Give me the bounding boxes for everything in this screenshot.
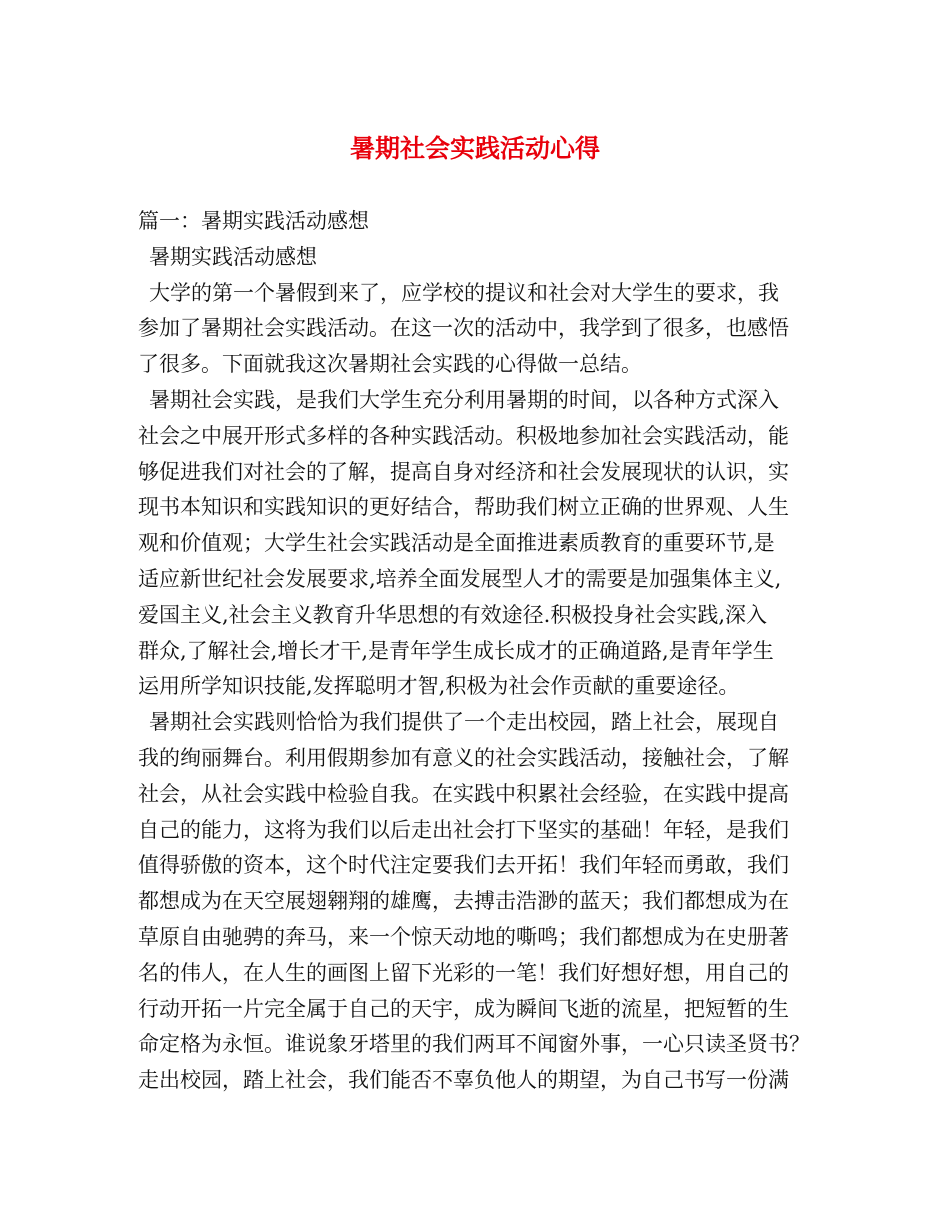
text-line: 社会，从社会实践中检验自我。在实践中积累社会经验，在实践中提高 <box>138 781 789 806</box>
text-line: 运用所学知识技能,发挥聪明才智,积极为社会作贡献的重要途径。 <box>138 674 740 699</box>
text-line: 名的伟人，在人生的画图上留下光彩的一笔！我们好想好想，用自己的 <box>138 960 789 985</box>
text-line: 命定格为永恒。谁说象牙塔里的我们两耳不闻窗外事，一心只读圣贤书？ <box>138 1032 810 1057</box>
document-title: 暑期社会实践活动心得 <box>349 134 600 163</box>
text-line: 群众,了解社会,增长才干,是青年学生成长成才的正确道路,是青年学生 <box>138 638 774 663</box>
text-line: 观和价值观；大学生社会实践活动是全面推进素质教育的重要环节,是 <box>138 531 775 556</box>
text-line: 暑期社会实践则恰恰为我们提供了一个走出校园，踏上社会，展现自 <box>149 710 779 735</box>
text-line: 我的绚丽舞台。利用假期参加有意义的社会实践活动，接触社会，了解 <box>138 745 789 770</box>
text-line: 现书本知识和实践知识的更好结合，帮助我们树立正确的世界观、人生 <box>138 495 789 520</box>
section-heading: 篇一：暑期实践活动感想 <box>138 209 369 233</box>
text-line: 草原自由驰骋的奔马，来一个惊天动地的嘶鸣；我们都想成为在史册著 <box>138 924 789 949</box>
text-line: 自己的能力，这将为我们以后走出社会打下坚实的基础！年轻，是我们 <box>138 817 789 842</box>
text-line: 值得骄傲的资本，这个时代注定要我们去开拓！我们年轻而勇敢，我们 <box>138 853 789 878</box>
text-line: 参加了暑期社会实践活动。在这一次的活动中，我学到了很多，也感悟 <box>138 316 789 341</box>
document-body <box>138 204 828 1099</box>
text-line: 够促进我们对社会的了解，提高自身对经济和社会发展现状的认识，实 <box>138 459 789 484</box>
text-line: 走出校园，踏上社会，我们能否不辜负他人的期望，为自己书写一份满 <box>138 1068 789 1093</box>
text-line: 了很多。下面就我这次暑期社会实践的心得做一总结。 <box>138 352 642 377</box>
text-line: 暑期社会实践，是我们大学生充分利用暑期的时间，以各种方式深入 <box>149 387 779 412</box>
text-line: 社会之中展开形式多样的各种实践活动。积极地参加社会实践活动，能 <box>138 423 789 448</box>
text-line: 爱国主义,社会主义教育升华思想的有效途径.积极投身社会实践,深入 <box>138 602 768 627</box>
section-subheading: 暑期实践活动感想 <box>149 244 317 269</box>
text-line: 大学的第一个暑假到来了，应学校的提议和社会对大学生的要求，我 <box>149 280 779 305</box>
text-line: 适应新世纪社会发展要求,培养全面发展型人才的需要是加强集体主义, <box>138 566 782 591</box>
text-line: 行动开拓一片完全属于自己的天宇，成为瞬间飞逝的流星，把短暂的生 <box>138 996 789 1021</box>
text-line: 都想成为在天空展翅翱翔的雄鹰，去搏击浩渺的蓝天；我们都想成为在 <box>138 889 789 914</box>
